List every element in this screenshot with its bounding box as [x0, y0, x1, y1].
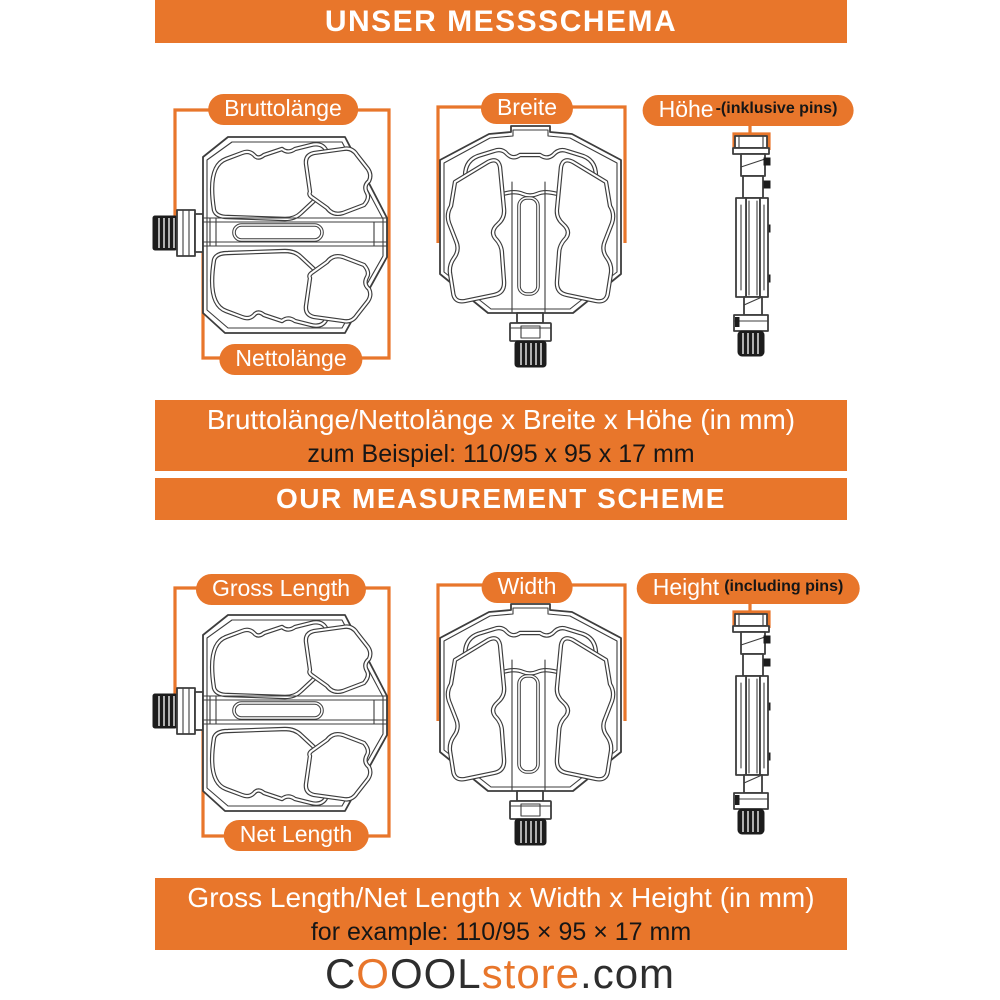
- banner-title-de: [155, 0, 847, 43]
- example-de: zum Beispiel: 110/95 x 95 x 17 mm: [307, 440, 695, 468]
- pedal-top-view-de: [150, 130, 395, 342]
- footer-logo-segment: store: [481, 950, 581, 997]
- pedal-front-view-en: [433, 602, 628, 847]
- pill-gross-length: [196, 574, 366, 605]
- pill-net-length-text: Net Length: [239, 821, 353, 847]
- formula-de: Bruttolänge/Nettolänge x Breite x Höhe (in mm): [206, 404, 796, 435]
- footer-logo-segment: OOL: [389, 950, 482, 997]
- banner-title-en-text: OUR MEASUREMENT SCHEME: [276, 483, 726, 514]
- pill-height: [637, 573, 860, 604]
- pill-height-note: (including pins): [724, 578, 844, 595]
- pill-bruttolaenge: [208, 94, 358, 125]
- footer-logo: [0, 950, 1000, 998]
- formula-block-de: [155, 400, 847, 471]
- footer-logo-segment: C: [324, 950, 357, 997]
- banner-title-en: [155, 478, 847, 520]
- pill-net-length: [224, 820, 369, 851]
- pill-hoehe: [643, 95, 854, 126]
- pill-nettolaenge: [219, 344, 362, 375]
- pill-hoehe-text: Höhe: [658, 96, 714, 122]
- pill-breite-text: Breite: [496, 94, 558, 120]
- pill-gross-length-text: Gross Length: [211, 575, 351, 601]
- pill-breite: [481, 93, 573, 124]
- banner-title-de-text: UNSER MESSSCHEMA: [324, 4, 678, 38]
- pedal-side-view-en: [722, 603, 777, 838]
- pill-width: [482, 572, 573, 603]
- footer-logo-segment: .com: [580, 950, 676, 997]
- pill-width-text: Width: [497, 573, 557, 599]
- formula-block-en: [155, 878, 847, 950]
- pill-nettolaenge-text: Nettolänge: [235, 345, 347, 371]
- pill-height-text: Height: [652, 574, 720, 600]
- pedal-top-view-en: [150, 608, 395, 820]
- example-en: for example: 110/95 × 95 × 17 mm: [310, 918, 692, 946]
- formula-en: Gross Length/Net Length x Width x Height (in mm): [187, 882, 815, 913]
- pill-hoehe-note: -(inklusive pins): [715, 100, 838, 117]
- footer-logo-segment: O: [356, 950, 390, 997]
- pedal-side-view-de: [722, 125, 777, 360]
- pedal-front-view-de: [433, 124, 628, 369]
- pill-bruttolaenge-text: Bruttolänge: [224, 95, 342, 121]
